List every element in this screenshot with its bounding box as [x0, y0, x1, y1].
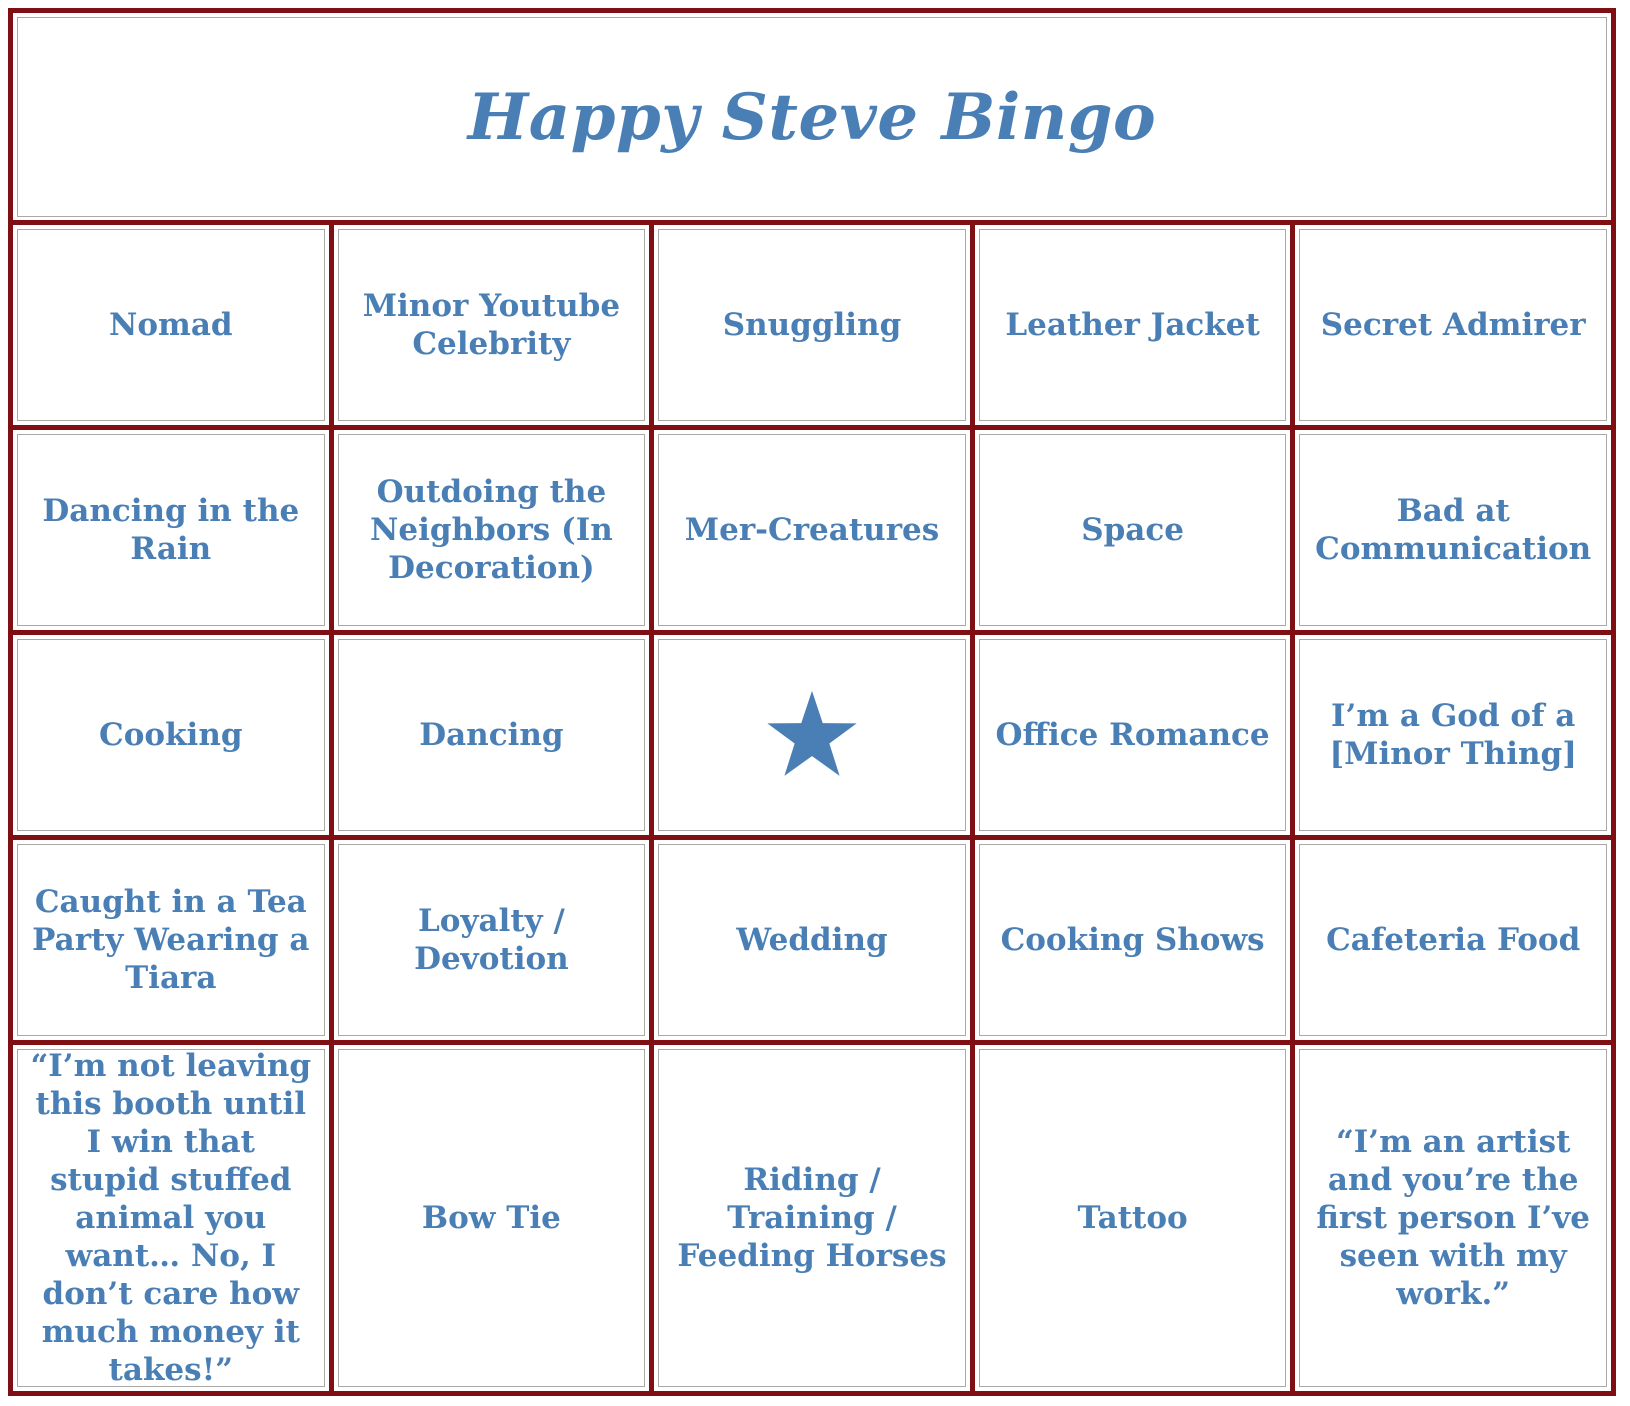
- cell-label: Nomad: [109, 307, 233, 343]
- bingo-cell-r1c1[interactable]: [13, 225, 329, 425]
- bingo-card: [8, 8, 1616, 1396]
- cell-label: Dancing: [419, 717, 564, 753]
- title-cell: [17, 17, 1607, 217]
- bingo-cell-r1c3[interactable]: [654, 225, 970, 425]
- cell-label: Caught in a Tea Party Wearing a Tiara: [32, 884, 310, 996]
- cell-label: Secret Admirer: [1320, 307, 1586, 343]
- bingo-cell-r4c4[interactable]: [975, 840, 1291, 1040]
- cell-label: “I’m an artist and you’re the first person I’ve seen with my work.”: [1316, 1124, 1591, 1312]
- bingo-cell-r3c2[interactable]: [334, 635, 650, 835]
- bingo-cell-r4c1[interactable]: [13, 840, 329, 1040]
- cell-label: “I’m not leaving this booth until I win that stupid stuffed animal you want… No, I don’t care how much money it takes!”: [30, 1048, 312, 1388]
- bingo-cell-r5c3[interactable]: [654, 1045, 970, 1391]
- cell-label: Cafeteria Food: [1326, 922, 1581, 958]
- bingo-cell-r1c5[interactable]: [1295, 225, 1611, 425]
- cell-label: Office Romance: [995, 717, 1270, 753]
- bingo-cell-r3c4[interactable]: [975, 635, 1291, 835]
- bingo-cell-r3c1[interactable]: [13, 635, 329, 835]
- bingo-cell-r1c2[interactable]: [334, 225, 650, 425]
- bingo-free-space[interactable]: [654, 635, 970, 835]
- cell-label: Dancing in the Rain: [42, 493, 300, 567]
- cell-label: Cooking: [99, 717, 243, 753]
- bingo-cell-r4c3[interactable]: [654, 840, 970, 1040]
- bingo-cell-r3c5[interactable]: [1295, 635, 1611, 835]
- cell-label: Outdoing the Neighbors (In Decoration): [370, 474, 613, 586]
- bingo-cell-r2c3[interactable]: [654, 430, 970, 630]
- bingo-grid: [13, 225, 1611, 1391]
- bingo-cell-r2c5[interactable]: [1295, 430, 1611, 630]
- cell-label: Loyalty / Devotion: [414, 903, 569, 977]
- cell-label: Minor Youtube Celebrity: [362, 288, 621, 362]
- bingo-cell-r4c5[interactable]: [1295, 840, 1611, 1040]
- bingo-cell-r5c1[interactable]: [13, 1045, 329, 1391]
- cell-label: Tattoo: [1077, 1200, 1188, 1236]
- bingo-cell-r2c2[interactable]: [334, 430, 650, 630]
- page-title: Happy Steve Bingo: [467, 79, 1157, 155]
- star-icon: [764, 689, 860, 781]
- bingo-cell-r2c1[interactable]: [13, 430, 329, 630]
- cell-label: Snuggling: [722, 307, 902, 343]
- cell-label: Riding / Training / Feeding Horses: [677, 1162, 947, 1274]
- bingo-cell-r1c4[interactable]: [975, 225, 1291, 425]
- cell-label: Leather Jacket: [1005, 307, 1260, 343]
- cell-label: Bad at Communication: [1315, 493, 1592, 567]
- bingo-cell-r5c2[interactable]: [334, 1045, 650, 1391]
- cell-label: Space: [1081, 512, 1184, 548]
- bingo-cell-r5c4[interactable]: [975, 1045, 1291, 1391]
- bingo-cell-r2c4[interactable]: [975, 430, 1291, 630]
- cell-label: Wedding: [736, 922, 888, 958]
- cell-label: Bow Tie: [421, 1200, 561, 1236]
- bingo-cell-r5c5[interactable]: [1295, 1045, 1611, 1391]
- cell-label: Mer-Creatures: [684, 512, 940, 548]
- bingo-cell-r4c2[interactable]: [334, 840, 650, 1040]
- cell-label: I’m a God of a [Minor Thing]: [1329, 698, 1577, 772]
- cell-label: Cooking Shows: [1000, 922, 1265, 958]
